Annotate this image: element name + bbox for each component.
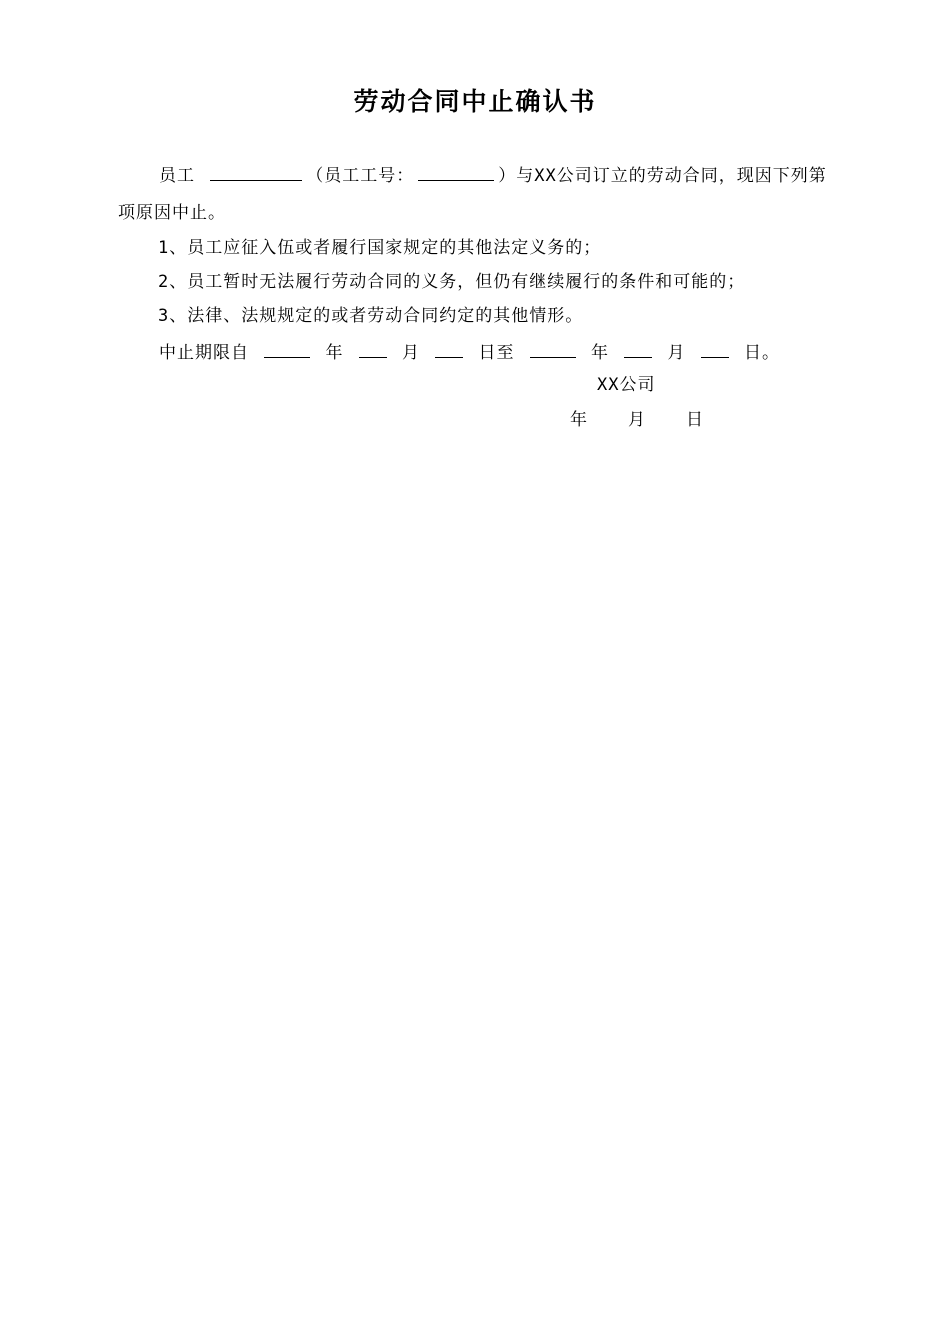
start-day-blank[interactable] bbox=[435, 340, 463, 358]
reason-item-1: 1、员工应征入伍或者履行国家规定的其他法定义务的； bbox=[158, 238, 602, 258]
suspension-period-line bbox=[159, 340, 780, 365]
reason-item-3: 3、法律、法规规定的或者劳动合同约定的其他情形。 bbox=[158, 306, 584, 326]
end-day-blank[interactable] bbox=[701, 340, 729, 358]
end-month-blank[interactable] bbox=[624, 340, 652, 358]
intro-continuation: 项原因中止。 bbox=[118, 203, 226, 223]
intro-text: ）与XX公司订立的劳动合同，现因下列第 bbox=[498, 166, 827, 186]
start-year-label: 年 bbox=[325, 343, 344, 363]
end-day-label: 日。 bbox=[744, 343, 780, 363]
intro-line bbox=[159, 163, 827, 188]
end-year-label: 年 bbox=[591, 343, 609, 363]
company-signature: XX公司 bbox=[597, 375, 656, 395]
signature-date bbox=[570, 408, 704, 432]
end-year-blank[interactable] bbox=[530, 340, 576, 358]
period-label: 中止期限自 bbox=[159, 343, 249, 363]
start-day-label: 日至 bbox=[478, 343, 515, 363]
start-month-label: 月 bbox=[402, 343, 420, 363]
employee-label: 员工 bbox=[159, 166, 195, 186]
signature-month: 月 bbox=[628, 410, 646, 430]
signature-year: 年 bbox=[570, 410, 588, 430]
start-year-blank[interactable] bbox=[264, 340, 310, 358]
end-month-label: 月 bbox=[667, 343, 686, 363]
employee-name-blank[interactable] bbox=[210, 163, 302, 181]
employee-no-blank[interactable] bbox=[418, 163, 494, 181]
document-title: 劳动合同中止确认书 bbox=[353, 87, 597, 116]
reason-item-2: 2、员工暂时无法履行劳动合同的义务，但仍有继续履行的条件和可能的； bbox=[158, 272, 746, 292]
signature-day: 日 bbox=[686, 410, 704, 430]
employee-no-label: （员工工号： bbox=[306, 166, 415, 186]
start-month-blank[interactable] bbox=[359, 340, 387, 358]
